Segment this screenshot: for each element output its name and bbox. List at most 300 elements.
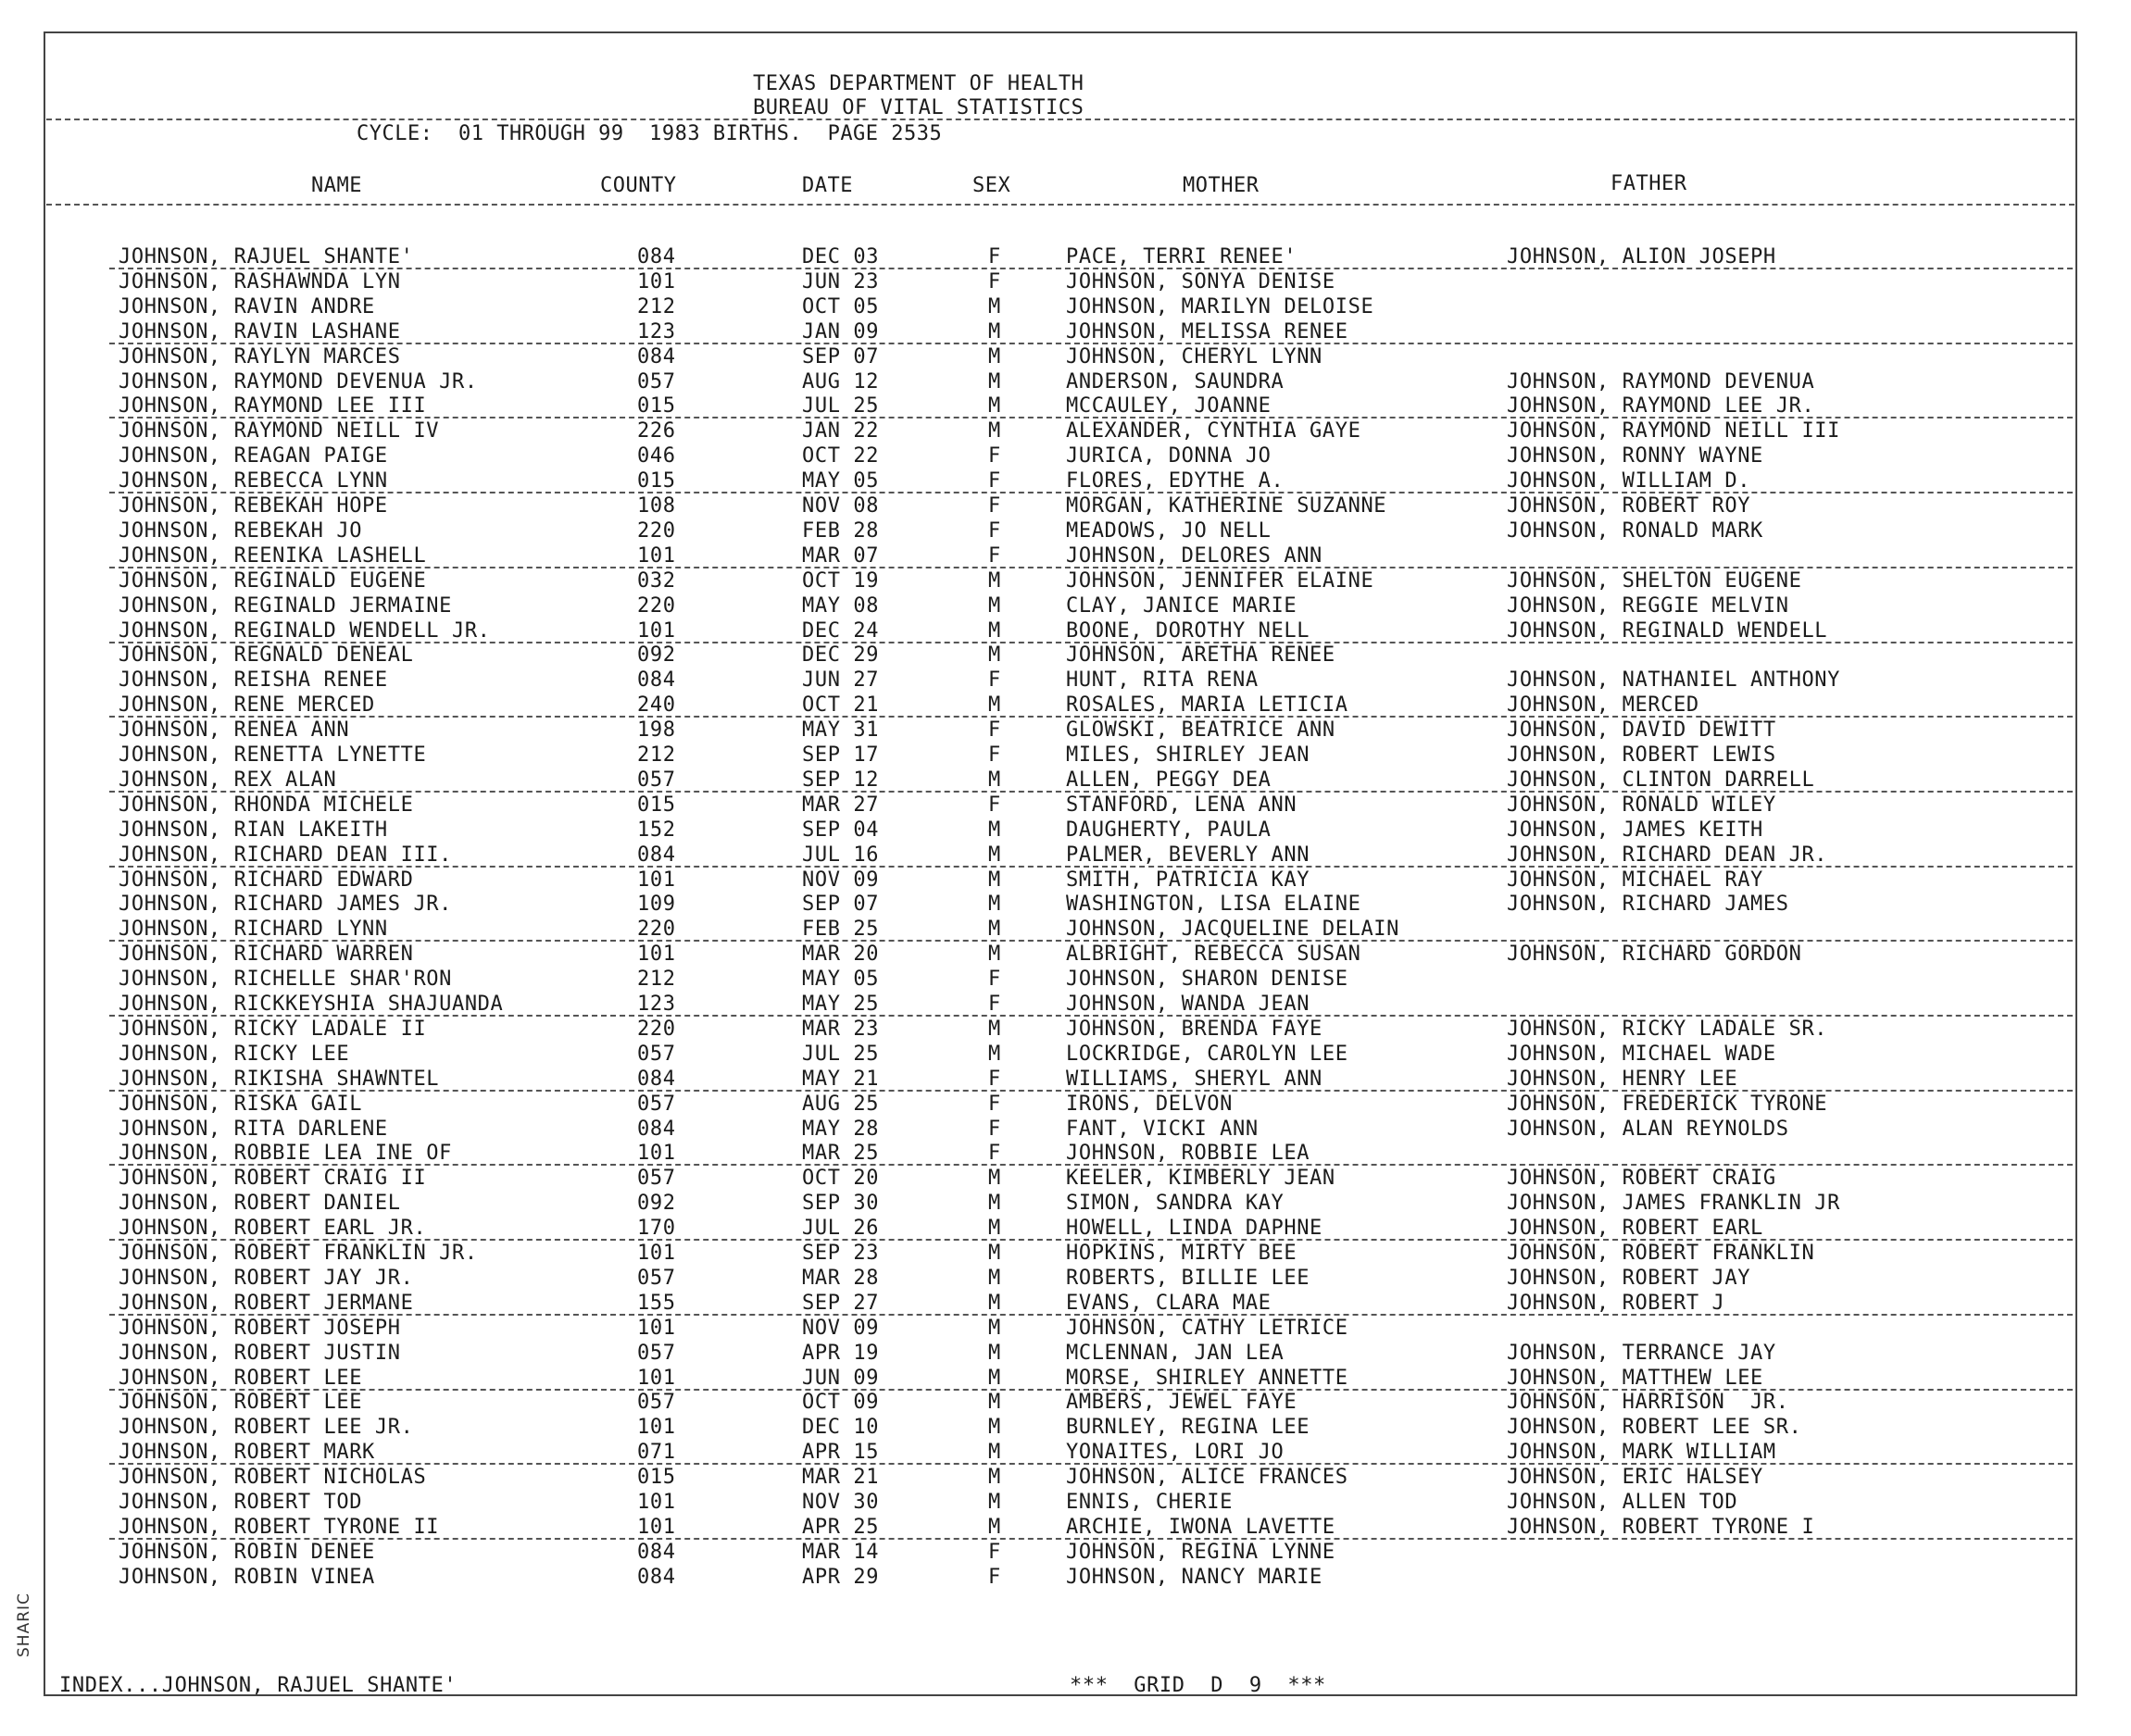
cell-county: 101 [637,543,676,568]
cell-date: MAY 28 [802,1117,880,1141]
cell-date: SEP 27 [802,1291,880,1315]
cell-date: NOV 09 [802,1316,880,1340]
cell-father: JOHNSON, RONNY WAYNE [1507,444,1763,468]
cell-sex: M [988,319,1001,343]
cell-county: 101 [637,1515,676,1539]
cell-sex: M [988,818,1001,842]
cell-father: JOHNSON, MARK WILLIAM [1507,1441,1776,1465]
cell-mother: JOHNSON, ARETHA RENEE [1066,643,1335,668]
cell-county: 092 [637,1192,676,1216]
cell-mother: JOHNSON, CHERYL LYNN [1066,344,1322,368]
cell-name: JOHNSON, ROBERT EARL JR. [119,1217,427,1241]
cell-county: 123 [637,319,676,343]
cell-sex: F [988,1142,1001,1166]
cell-county: 084 [637,1540,676,1564]
cell-sex: M [988,643,1001,668]
cell-date: OCT 19 [802,568,880,593]
table-row [0,1466,2131,1491]
cell-father: JOHNSON, RICHARD DEAN JR. [1507,843,1828,867]
cell-name: JOHNSON, REISHA RENEE [119,668,388,693]
cell-date: JUL 25 [802,1042,880,1066]
bureau-title: BUREAU OF VITAL STATISTICS [753,96,1084,119]
cell-sex: M [988,1042,1001,1066]
table-row [0,1566,2131,1591]
cell-sex: F [988,1540,1001,1564]
cell-mother: BURNLEY, REGINA LEE [1066,1416,1310,1440]
cell-mother: MILES, SHIRLEY JEAN [1066,743,1310,767]
cell-county: 101 [637,1142,676,1166]
cell-county: 057 [637,1266,676,1290]
cell-mother: GLOWSKI, BEATRICE ANN [1066,718,1335,743]
cell-mother: SIMON, SANDRA KAY [1066,1192,1285,1216]
cell-sex: M [988,918,1001,942]
cell-name: JOHNSON, RIAN LAKEITH [119,818,388,842]
table-row [0,868,2131,893]
cell-county: 046 [637,444,676,468]
cell-county: 057 [637,1341,676,1365]
row-rule [109,1314,2073,1316]
cell-mother: ARCHIE, IWONA LAVETTE [1066,1515,1335,1539]
cell-mother: CLAY, JANICE MARIE [1066,593,1297,618]
row-rule [109,791,2073,793]
cell-sex: M [988,1441,1001,1465]
cell-date: MAY 05 [802,469,880,493]
table-row [0,1242,2131,1267]
table-row [0,544,2131,569]
table-row [0,469,2131,494]
cell-county: 092 [637,643,676,668]
cell-father: JOHNSON, SHELTON EUGENE [1507,568,1802,593]
cell-father: JOHNSON, MICHAEL RAY [1507,868,1763,892]
cell-father: JOHNSON, CLINTON DARRELL [1507,768,1815,792]
cell-father: JOHNSON, DAVID DEWITT [1507,718,1776,743]
cell-mother: FLORES, EDYTHE A. [1066,469,1285,493]
cell-father: JOHNSON, RICHARD GORDON [1507,943,1802,967]
cell-county: 123 [637,993,676,1016]
cell-county: 101 [637,1366,676,1390]
cell-sex: M [988,868,1001,892]
cell-father: JOHNSON, NATHANIEL ANTHONY [1507,668,1840,693]
cell-sex: F [988,444,1001,468]
cell-county: 015 [637,1466,676,1490]
cell-father: JOHNSON, ROBERT FRANKLIN [1507,1242,1815,1265]
cell-name: JOHNSON, RAYLYN MARCES [119,344,401,368]
cell-father: JOHNSON, ROBERT JAY [1507,1266,1751,1290]
table-row [0,818,2131,843]
cell-mother: JOHNSON, REGINA LYNNE [1066,1540,1335,1564]
table-row [0,1491,2131,1516]
cell-mother: JURICA, DONNA JO [1066,444,1272,468]
cell-date: MAY 25 [802,993,880,1016]
cell-date: NOV 30 [802,1491,880,1514]
cell-mother: JOHNSON, SHARON DENISE [1066,968,1348,992]
cell-father: JOHNSON, MATTHEW LEE [1507,1366,1763,1390]
cell-name: JOHNSON, RENEA ANN [119,718,350,743]
cell-mother: ENNIS, CHERIE [1066,1491,1233,1514]
cell-date: OCT 20 [802,1167,880,1191]
cell-name: JOHNSON, REGINALD JERMAINE [119,593,452,618]
cell-date: JUL 16 [802,843,880,867]
cell-county: 015 [637,394,676,418]
cell-mother: DAUGHERTY, PAULA [1066,818,1272,842]
table-row [0,444,2131,469]
table-row [0,1018,2131,1043]
cell-county: 057 [637,369,676,393]
cell-date: DEC 29 [802,643,880,668]
cell-mother: KEELER, KIMBERLY JEAN [1066,1167,1335,1191]
cell-county: 220 [637,1017,676,1041]
cell-name: JOHNSON, RICKKEYSHIA SHAJUANDA [119,993,504,1016]
cell-sex: F [988,793,1001,817]
cell-sex: M [988,1167,1001,1191]
table-row [0,1441,2131,1466]
cell-name: JOHNSON, ROBERT NICHOLAS [119,1466,427,1490]
cell-county: 212 [637,294,676,318]
cell-date: JUN 09 [802,1366,880,1390]
cell-mother: JOHNSON, SONYA DENISE [1066,269,1335,293]
cell-name: JOHNSON, ROBERT JERMANE [119,1291,414,1315]
cell-mother: SMITH, PATRICIA KAY [1066,868,1310,892]
table-row [0,943,2131,968]
cell-father: JOHNSON, ERIC HALSEY [1507,1466,1763,1490]
cell-date: APR 19 [802,1341,880,1365]
cell-date: OCT 21 [802,693,880,718]
row-rule [109,1389,2073,1391]
table-row [0,843,2131,868]
cell-sex: F [988,1565,1001,1589]
cell-sex: M [988,1291,1001,1315]
row-rule [109,1239,2073,1241]
cell-date: AUG 12 [802,369,880,393]
cell-date: OCT 05 [802,294,880,318]
table-row [0,519,2131,544]
cell-county: 057 [637,1391,676,1415]
cell-sex: M [988,593,1001,618]
table-row [0,1093,2131,1118]
cell-mother: FANT, VICKI ANN [1066,1117,1259,1141]
cell-name: JOHNSON, ROBERT LEE JR. [119,1416,414,1440]
cell-name: JOHNSON, ROBERT FRANKLIN JR. [119,1242,478,1265]
column-header-divider [46,204,2075,206]
cell-father: JOHNSON, ALION JOSEPH [1507,245,1776,269]
cell-name: JOHNSON, RICKY LADALE II [119,1017,427,1041]
cell-sex: M [988,1491,1001,1514]
table-row [0,1167,2131,1192]
cell-father: JOHNSON, MICHAEL WADE [1507,1042,1776,1066]
table-row [0,968,2131,993]
cell-name: JOHNSON, REGINALD WENDELL JR. [119,618,491,643]
cell-county: 108 [637,494,676,518]
cell-date: JAN 09 [802,319,880,343]
cell-mother: EVANS, CLARA MAE [1066,1291,1272,1315]
row-rule [109,567,2073,568]
cell-date: APR 29 [802,1565,880,1589]
cell-county: 152 [637,818,676,842]
cell-date: MAR 23 [802,1017,880,1041]
cell-sex: F [988,543,1001,568]
column-header-sex: SEX [972,174,1011,197]
cell-name: JOHNSON, ROBERT LEE [119,1391,363,1415]
cell-name: JOHNSON, RENE MERCED [119,693,375,718]
cell-name: JOHNSON, ROBERT MARK [119,1441,375,1465]
cell-name: JOHNSON, RAJUEL SHANTE' [119,245,414,269]
cell-date: MAR 28 [802,1266,880,1290]
cell-mother: HOPKINS, MIRTY BEE [1066,1242,1297,1265]
cell-mother: WILLIAMS, SHERYL ANN [1066,1067,1322,1091]
cell-date: MAY 31 [802,718,880,743]
cell-mother: ROSALES, MARIA LETICIA [1066,693,1348,718]
row-rule [109,1463,2073,1465]
cell-name: JOHNSON, ROBERT JAY JR. [119,1266,414,1290]
cell-sex: M [988,1391,1001,1415]
row-rule [109,492,2073,493]
cell-sex: F [988,518,1001,543]
cell-name: JOHNSON, RICHARD LYNN [119,918,388,942]
cell-county: 057 [637,1167,676,1191]
cell-name: JOHNSON, ROBBIE LEA INE OF [119,1142,452,1166]
cell-date: MAY 05 [802,968,880,992]
cell-county: 084 [637,1565,676,1589]
cell-county: 015 [637,793,676,817]
cell-name: JOHNSON, RICHARD WARREN [119,943,414,967]
cell-county: 101 [637,943,676,967]
cell-county: 071 [637,1441,676,1465]
cell-name: JOHNSON, ROBIN DENEE [119,1540,375,1564]
column-header-name: NAME [311,174,362,197]
cell-county: 057 [637,768,676,792]
row-rule [109,1015,2073,1017]
cell-mother: AMBERS, JEWEL FAYE [1066,1391,1297,1415]
cell-father: JOHNSON, WILLIAM D. [1507,469,1751,493]
cell-name: JOHNSON, RICHARD DEAN III. [119,843,452,867]
cell-county: 101 [637,1242,676,1265]
cell-date: OCT 09 [802,1391,880,1415]
cell-sex: M [988,419,1001,443]
cell-name: JOHNSON, REBEKAH JO [119,518,363,543]
cell-county: 032 [637,568,676,593]
cell-date: NOV 09 [802,868,880,892]
cell-mother: LOCKRIDGE, CAROLYN LEE [1066,1042,1348,1066]
cell-county: 240 [637,693,676,718]
side-mark: SHARIC [15,1592,33,1657]
cell-county: 101 [637,1491,676,1514]
cell-date: JAN 22 [802,419,880,443]
table-row [0,1342,2131,1367]
cell-date: SEP 12 [802,768,880,792]
column-header-mother: MOTHER [1183,174,1260,197]
cell-mother: YONAITES, LORI JO [1066,1441,1285,1465]
cell-sex: F [988,718,1001,743]
column-header-county: COUNTY [600,174,677,197]
cell-name: JOHNSON, RICKY LEE [119,1042,350,1066]
cell-date: APR 15 [802,1441,880,1465]
row-rule [109,866,2073,868]
table-row [0,245,2131,270]
cell-county: 212 [637,968,676,992]
cell-name: JOHNSON, REBEKAH HOPE [119,494,388,518]
cell-sex: F [988,1117,1001,1141]
cell-mother: JOHNSON, MELISSA RENEE [1066,319,1348,343]
cell-name: JOHNSON, RICHELLE SHAR'RON [119,968,452,992]
cell-mother: ALLEN, PEGGY DEA [1066,768,1272,792]
cell-father: JOHNSON, MERCED [1507,693,1699,718]
cell-mother: MCCAULEY, JOANNE [1066,394,1272,418]
cell-father: JOHNSON, RONALD WILEY [1507,793,1776,817]
cell-mother: MCLENNAN, JAN LEA [1066,1341,1285,1365]
cycle-line: CYCLE: 01 THROUGH 99 1983 BIRTHS. PAGE 2535 [357,122,943,145]
cell-father: JOHNSON, RAYMOND DEVENUA [1507,369,1815,393]
cell-mother: ROBERTS, BILLIE LEE [1066,1266,1310,1290]
cell-mother: PALMER, BEVERLY ANN [1066,843,1310,867]
cell-mother: MORSE, SHIRLEY ANNETTE [1066,1366,1348,1390]
cell-mother: STANFORD, LENA ANN [1066,793,1297,817]
table-row [0,1217,2131,1242]
table-row [0,918,2131,943]
table-row [0,320,2131,345]
cell-date: NOV 08 [802,494,880,518]
cell-county: 220 [637,918,676,942]
cell-county: 101 [637,868,676,892]
cell-father: JOHNSON, REGINALD WENDELL [1507,618,1828,643]
table-row [0,345,2131,370]
cell-name: JOHNSON, RAVIN ANDRE [119,294,375,318]
cell-sex: M [988,1192,1001,1216]
cell-date: FEB 25 [802,918,880,942]
cell-name: JOHNSON, RICHARD JAMES JR. [119,893,452,917]
table-row [0,1317,2131,1342]
cell-county: 084 [637,245,676,269]
cell-father: JOHNSON, ROBERT LEE SR. [1507,1416,1802,1440]
table-row [0,1267,2131,1292]
cell-county: 084 [637,843,676,867]
cell-sex: M [988,1017,1001,1041]
table-row [0,993,2131,1018]
cell-county: 198 [637,718,676,743]
table-row [0,693,2131,718]
table-row [0,1118,2131,1143]
cell-father: JOHNSON, ROBERT J [1507,1291,1725,1315]
cell-name: JOHNSON, RAYMOND NEILL IV [119,419,440,443]
cell-mother: JOHNSON, DELORES ANN [1066,543,1322,568]
cell-mother: ALEXANDER, CYNTHIA GAYE [1066,419,1361,443]
cell-mother: HUNT, RITA RENA [1066,668,1259,693]
cell-sex: F [988,993,1001,1016]
cell-date: DEC 10 [802,1416,880,1440]
cell-name: JOHNSON, REX ALAN [119,768,337,792]
cell-sex: F [988,469,1001,493]
table-row [0,1391,2131,1416]
cell-county: 220 [637,593,676,618]
table-row [0,743,2131,768]
row-rule [109,1538,2073,1540]
cell-father: JOHNSON, REGGIE MELVIN [1507,593,1789,618]
cell-sex: M [988,843,1001,867]
cell-county: 084 [637,1117,676,1141]
cell-father: JOHNSON, RAYMOND LEE JR. [1507,394,1815,418]
cell-name: JOHNSON, RITA DARLENE [119,1117,388,1141]
cell-mother: ANDERSON, SAUNDRA [1066,369,1285,393]
cell-mother: PACE, TERRI RENEE' [1066,245,1297,269]
footer-index: INDEX...JOHNSON, RAJUEL SHANTE' [59,1674,458,1697]
cell-sex: M [988,1341,1001,1365]
header-divider [46,119,2075,120]
cell-mother: BOONE, DOROTHY NELL [1066,618,1310,643]
cell-county: 212 [637,743,676,767]
column-header-father: FATHER [1611,172,1687,195]
cell-father: JOHNSON, TERRANCE JAY [1507,1341,1776,1365]
cell-name: JOHNSON, RAYMOND DEVENUA JR. [119,369,478,393]
cell-name: JOHNSON, RIKISHA SHAWNTEL [119,1067,440,1091]
cell-sex: M [988,618,1001,643]
cell-county: 101 [637,269,676,293]
cell-name: JOHNSON, ROBERT JOSEPH [119,1316,401,1340]
cell-sex: M [988,1242,1001,1265]
row-rule [109,642,2073,643]
cell-county: 084 [637,344,676,368]
cell-date: JUN 27 [802,668,880,693]
cell-county: 101 [637,1316,676,1340]
cell-sex: M [988,1515,1001,1539]
cell-sex: F [988,968,1001,992]
cell-mother: JOHNSON, BRENDA FAYE [1066,1017,1322,1041]
cell-father: JOHNSON, HENRY LEE [1507,1067,1738,1091]
cell-sex: F [988,269,1001,293]
cell-name: JOHNSON, REENIKA LASHELL [119,543,427,568]
cell-father: JOHNSON, ALAN REYNOLDS [1507,1117,1789,1141]
cell-date: FEB 28 [802,518,880,543]
cell-name: JOHNSON, RHONDA MICHELE [119,793,414,817]
cell-name: JOHNSON, ROBERT LEE [119,1366,363,1390]
cell-county: 015 [637,469,676,493]
cell-sex: M [988,693,1001,718]
table-row [0,718,2131,743]
row-rule [109,268,2073,269]
footer-grid: *** GRID D 9 *** [1070,1674,1326,1697]
table-row [0,643,2131,668]
cell-date: JUL 26 [802,1217,880,1241]
cell-name: JOHNSON, RASHAWNDA LYN [119,269,401,293]
cell-father: JOHNSON, JAMES FRANKLIN JR [1507,1192,1840,1216]
cell-sex: M [988,1466,1001,1490]
cell-county: 155 [637,1291,676,1315]
table-row [0,619,2131,644]
cell-mother: JOHNSON, WANDA JEAN [1066,993,1310,1016]
cell-date: JUL 25 [802,394,880,418]
cell-sex: M [988,1266,1001,1290]
cell-date: DEC 03 [802,245,880,269]
cell-mother: JOHNSON, NANCY MARIE [1066,1565,1322,1589]
table-row [0,1142,2131,1167]
cell-date: SEP 23 [802,1242,880,1265]
cell-name: JOHNSON, REGINALD EUGENE [119,568,427,593]
cell-sex: F [988,1067,1001,1091]
cell-date: MAR 20 [802,943,880,967]
row-rule [109,716,2073,718]
cell-father: JOHNSON, RICKY LADALE SR. [1507,1017,1828,1041]
cell-name: JOHNSON, RAVIN LASHANE [119,319,401,343]
agency-title: TEXAS DEPARTMENT OF HEALTH [753,72,1084,95]
cell-sex: M [988,1316,1001,1340]
cell-sex: M [988,943,1001,967]
table-row [0,370,2131,395]
table-row [0,793,2131,818]
cell-father: JOHNSON, ROBERT EARL [1507,1217,1763,1241]
cell-name: JOHNSON, REAGAN PAIGE [119,444,388,468]
cell-name: JOHNSON, RICHARD EDWARD [119,868,414,892]
cell-date: SEP 07 [802,344,880,368]
table-row [0,569,2131,594]
row-rule [109,343,2073,344]
